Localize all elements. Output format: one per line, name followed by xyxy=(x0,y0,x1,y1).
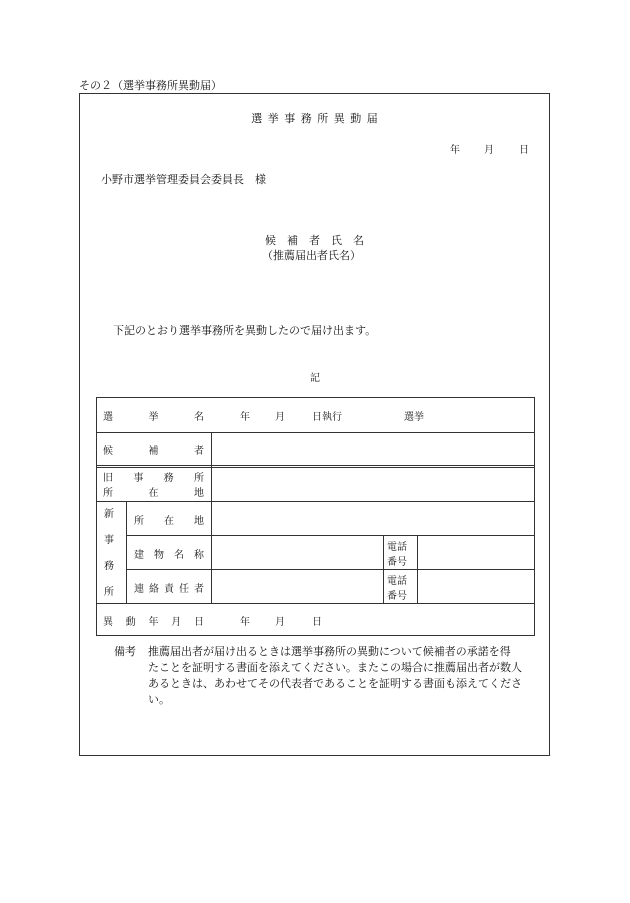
phone-column-divider xyxy=(417,535,418,603)
row-divider xyxy=(97,501,534,502)
label-column-divider xyxy=(211,432,212,603)
row-divider xyxy=(97,603,534,604)
candidate-name-label: 候 補 者 氏 名 xyxy=(265,234,364,247)
election-year-label: 年 xyxy=(240,412,250,423)
remarks-line: たことを証明する書面を添えてください。またこの場合に推薦届出者が数人 xyxy=(148,661,522,674)
new-office-group-char: 務 xyxy=(104,561,114,572)
remarks-label: 備考 xyxy=(114,645,136,658)
form-title: 選 挙 事 務 所 異 動 届 xyxy=(251,112,379,125)
row-divider xyxy=(126,535,534,536)
row-divider xyxy=(97,467,534,468)
remarks-line: 推薦届出者が届け出るときは選挙事務所の異動について候補者の承諾を得 xyxy=(148,645,511,658)
change-date-year-label: 年 xyxy=(240,617,250,628)
new-office-group-char: 事 xyxy=(104,535,114,546)
ki-label: 記 xyxy=(310,373,320,384)
old-office-label-line2: 所 在 地 xyxy=(103,488,204,499)
old-office-label-line1: 旧 事 務 所 xyxy=(103,473,204,484)
date-month-label: 月 xyxy=(484,145,494,156)
addressee: 小野市選挙管理委員会委員長 様 xyxy=(101,173,266,186)
new-office-group-char: 所 xyxy=(104,587,114,598)
new-office-group-char: 新 xyxy=(104,509,114,520)
form-number-label: その２（選挙事務所異動届） xyxy=(79,79,222,92)
new-office-contact-label: 連 絡 責 任 者 xyxy=(134,584,204,595)
new-office-building-label: 建 物 名 称 xyxy=(134,550,204,561)
change-date-label: 異 動 年 月 日 xyxy=(103,617,204,628)
phone-column-divider xyxy=(383,535,384,603)
new-office-location-label: 所 在 地 xyxy=(134,516,204,527)
row-divider xyxy=(97,432,534,433)
candidate-label: 候 補 者 xyxy=(103,446,204,457)
change-date-day-label: 日 xyxy=(312,617,322,628)
date-day-label: 日 xyxy=(519,145,529,156)
new-office-group-divider xyxy=(126,501,127,603)
row-divider xyxy=(126,569,534,570)
remarks-line: い。 xyxy=(148,693,170,706)
recommender-name-label: （推薦届出者氏名） xyxy=(262,249,361,262)
remarks-line: あるときは、あわせてその代表者であることを証明する書面も添えてくださ xyxy=(148,677,522,690)
election-month-label: 月 xyxy=(275,412,285,423)
election-name-label: 選 挙 名 xyxy=(103,412,204,423)
election-day-exec-label: 日執行 xyxy=(312,412,342,423)
statement-text: 下記のとおり選挙事務所を異動したので届け出ます。 xyxy=(113,324,377,337)
change-date-month-label: 月 xyxy=(275,617,285,628)
row-divider xyxy=(97,465,534,466)
date-year-label: 年 xyxy=(450,145,460,156)
election-suffix-label: 選挙 xyxy=(404,412,424,423)
